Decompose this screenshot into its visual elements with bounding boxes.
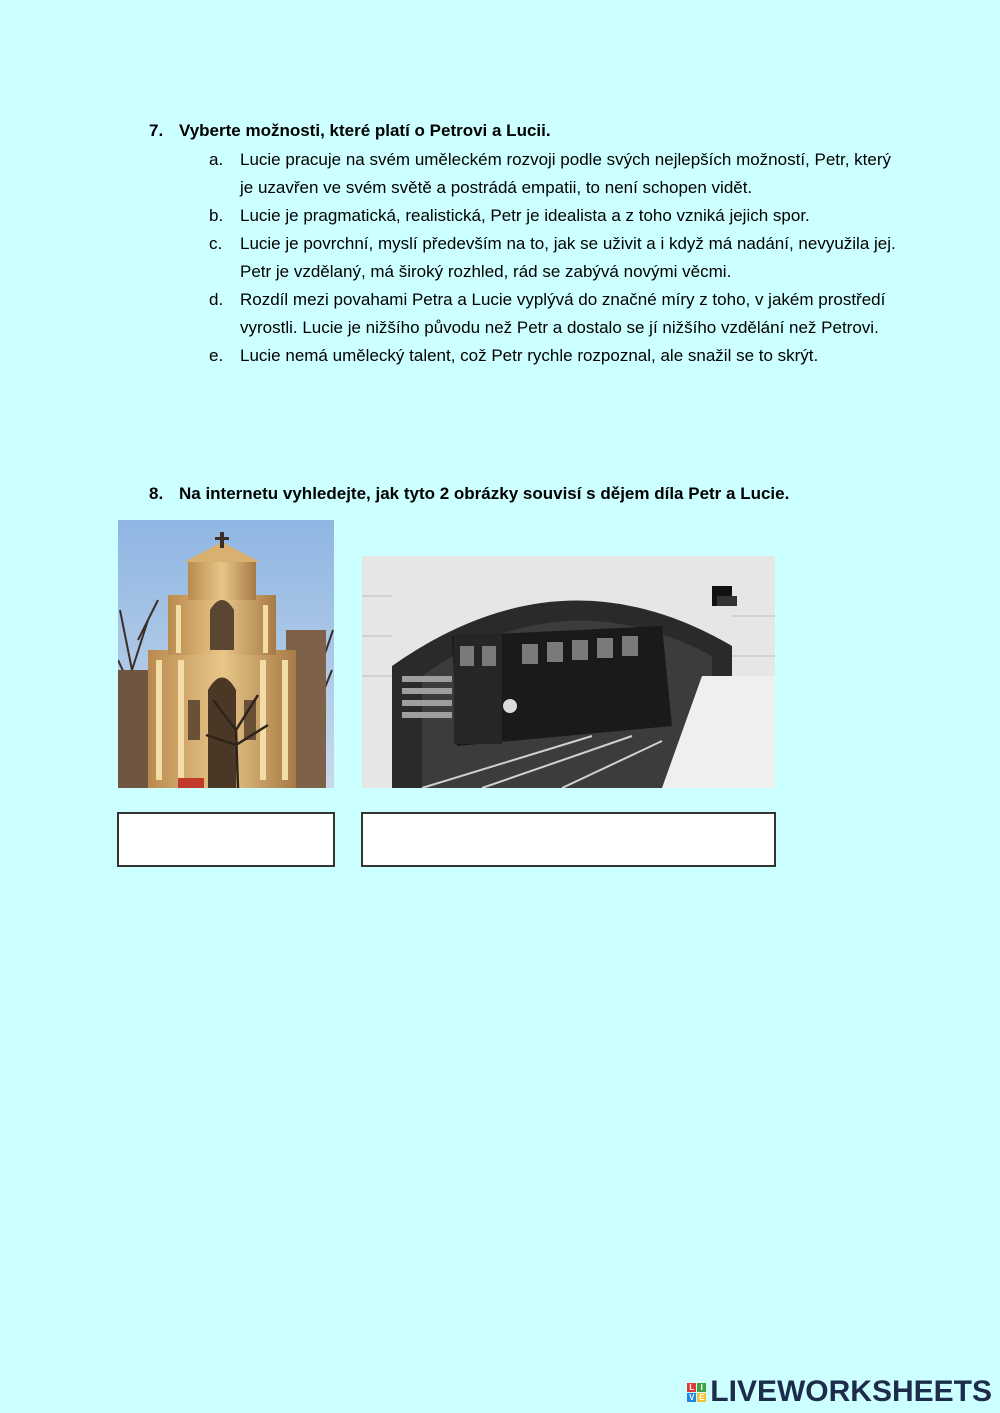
option-a[interactable]: [209, 146, 899, 202]
question-7-number: 7.: [149, 121, 164, 140]
option-letter: b.: [209, 206, 224, 225]
answer-box-church[interactable]: [117, 812, 335, 867]
liveworksheets-logo[interactable]: [687, 1375, 992, 1409]
option-letter: a.: [209, 150, 224, 169]
question-7-options: [209, 146, 899, 370]
question-7-title: [149, 119, 551, 143]
question-8-title: [149, 482, 789, 506]
question-7-text: Vyberte možnosti, které platí o Petrovi a Lucii.: [179, 121, 551, 140]
option-text: Lucie je pragmatická, realistická, Petr je idealista a z toho vzniká jejich spor.: [240, 206, 810, 225]
liveworksheets-brand: LIVEWORKSHEETS: [710, 1375, 992, 1408]
metro-illustration: [362, 556, 775, 788]
option-letter: d.: [209, 290, 224, 309]
option-e[interactable]: [209, 342, 899, 370]
liveworksheets-mark-icon: L I V E: [689, 1382, 705, 1402]
option-text: Lucie pracuje na svém uměleckém rozvoji podle svých nejlepších možností, Petr, který je uzavřen ve svém světě a postrádá empatii, to není schopen vidět.: [240, 150, 892, 197]
option-d[interactable]: [209, 286, 899, 342]
metro-photo: [362, 556, 775, 788]
question-8-text: Na internetu vyhledejte, jak tyto 2 obrázky souvisí s dějem díla Petr a Lucie.: [179, 484, 790, 503]
church-photo: [118, 520, 334, 788]
option-text: Lucie je povrchní, myslí především na to, jak se uživit a i když má nadání, nevyužila jej. Petr je vzdělaný, má široký rozhled, rád se zabývá novými věcmi.: [240, 234, 896, 281]
option-letter: e.: [209, 346, 224, 365]
option-text: Rozdíl mezi povahami Petra a Lucie vyplývá do značné míry z toho, v jakém prostředí vyrostli. Lucie je nižšího původu než Petr a dostalo se jí nižšího vzdělání než Petrovi.: [240, 290, 886, 337]
answer-box-metro[interactable]: [361, 812, 776, 867]
option-b[interactable]: [209, 202, 899, 230]
option-c[interactable]: [209, 230, 899, 286]
question-8-number: 8.: [149, 484, 164, 503]
option-letter: c.: [209, 234, 223, 253]
option-text: Lucie nemá umělecký talent, což Petr rychle rozpoznal, ale snažil se to skrýt.: [240, 346, 819, 365]
church-illustration: [118, 520, 334, 788]
